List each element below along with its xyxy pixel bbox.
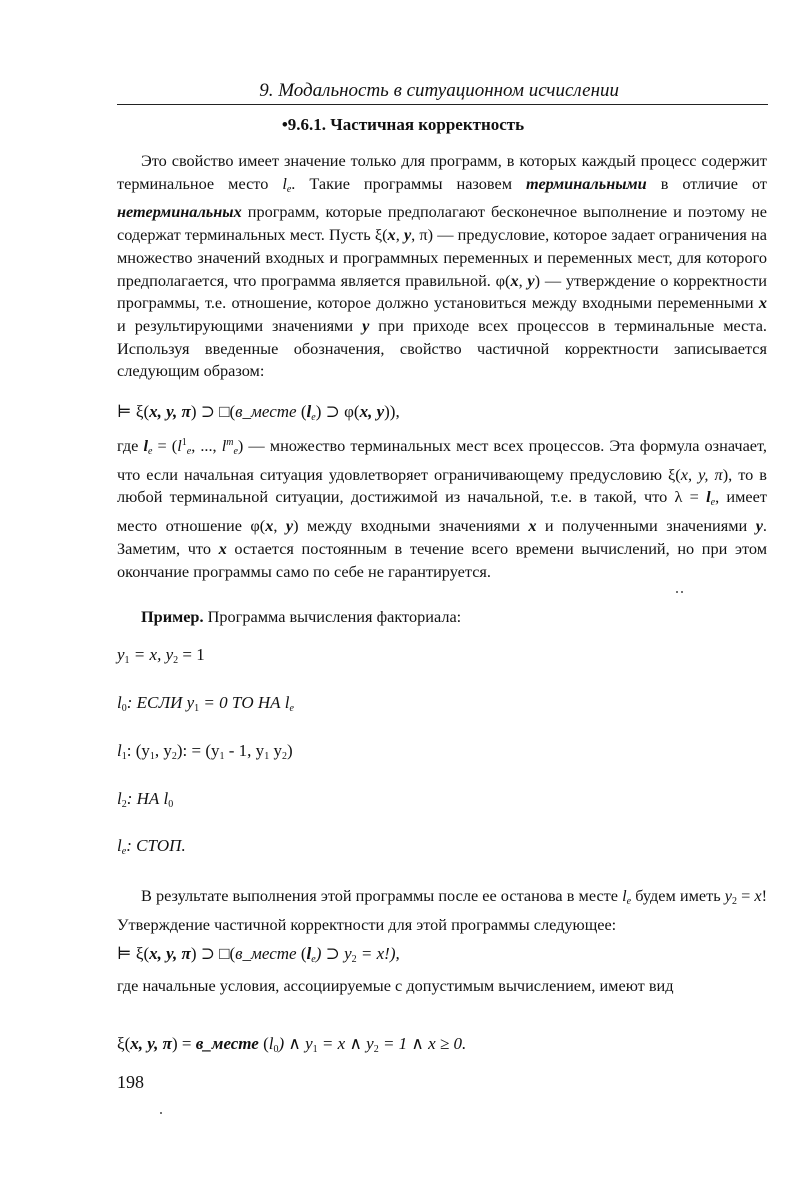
formula-factorial-correctness: ⊨ ξ(x, y, π) ⊃ □(в_месте $(l_e)$ ⊃ $y_2 = x$!),	[117, 944, 400, 965]
paragraph-explanation: где $l_e = (l^1_e$, ..., $l^m_e$) — множество терминальных мест всех процессов. Эта формула означает, что если начальная ситуация удовлетворяет ограничивающему предусловию ξ(x, y, π), то в любой терминальной ситуации, достижимой из начальной, т.е. в такой, что $\lambda = l_e$, имеет место отношение φ(x, y) между входными значениями x и полученными значениями y. Заметим, что x остается постоянным в течение всего времени вычислений, но при этом окончание программы само по себе не гарантируется.	[117, 436, 768, 581]
example-heading: Пример. Программа вычисления факториала:	[141, 607, 462, 626]
speck-mark	[681, 591, 683, 593]
running-header: 9. Модальность в ситуационном исчислении	[259, 80, 619, 101]
term-terminal: терминальными	[526, 173, 647, 193]
formula-partial-correctness: ⊨ ξ(x, y, π) ⊃ □(в_месте $(l_e)$ ⊃ φ(x, y)),	[117, 402, 400, 423]
header-rule	[117, 104, 768, 105]
term-nonterminal: нетерминальных	[117, 202, 242, 222]
program-line-init: $y_1 = x$, $y_2 = 1$	[117, 645, 205, 666]
formula-initial-conditions: ξ(x, y, π) = в_месте $(l_0)$ ∧ $y_1 = x$ ∧ $y_2 = 1$ ∧ x ≥ 0.	[117, 1034, 467, 1055]
program-line-l2: $l_2$: НА $l_0$	[117, 789, 174, 810]
program-line-l0: $l_0$: ЕСЛИ $y_1 = 0$ ТО НА $l_e$	[117, 693, 294, 714]
program-line-le: $l_e$: СТОП.	[117, 836, 186, 857]
paragraph-initial-conditions: где начальные условия, ассоциируемые с допустимым вычислением, имеют вид	[117, 976, 674, 995]
program-line-l1: $l_1$: ($y_1$, $y_2$): = ($y_1 - 1$, $y_1$ $y_2$)	[117, 741, 293, 762]
paragraph-result: В результате выполнения этой программы после ее останова в месте $l_e$ будем иметь $y_2 = x$! Утверждение частичной корректности для этой программы следующее:	[117, 886, 767, 934]
section-title: •9.6.1. Частичная корректность	[281, 115, 525, 134]
speck-mark	[676, 591, 678, 593]
speck-mark	[160, 1112, 162, 1114]
paragraph-intro: Это свойство имеет значение только для программ, в которых каждый процесс содержит терминальное место $l_e$. Такие программы назовем терминальными в отличие от нетерминальных программ, которые предполагают бесконечное выполнение и поэтому не содержат терминальных мест. Пусть ξ(x, y, π) — предусловие, которое задает ограничения на множество значений входных и программных переменных и переменных мест, для которого предполагается, что программа является правильной. φ(x, y) — утверждение о корректности программы, т.е. отношение, которое должно установиться между входными переменными x и результирующими значениями y при приходе всех процессов в терминальные места. Используя введенные обозначения, свойство частичной корректности записывается следующим образом:	[117, 151, 768, 381]
page-number: 198	[117, 1072, 144, 1092]
